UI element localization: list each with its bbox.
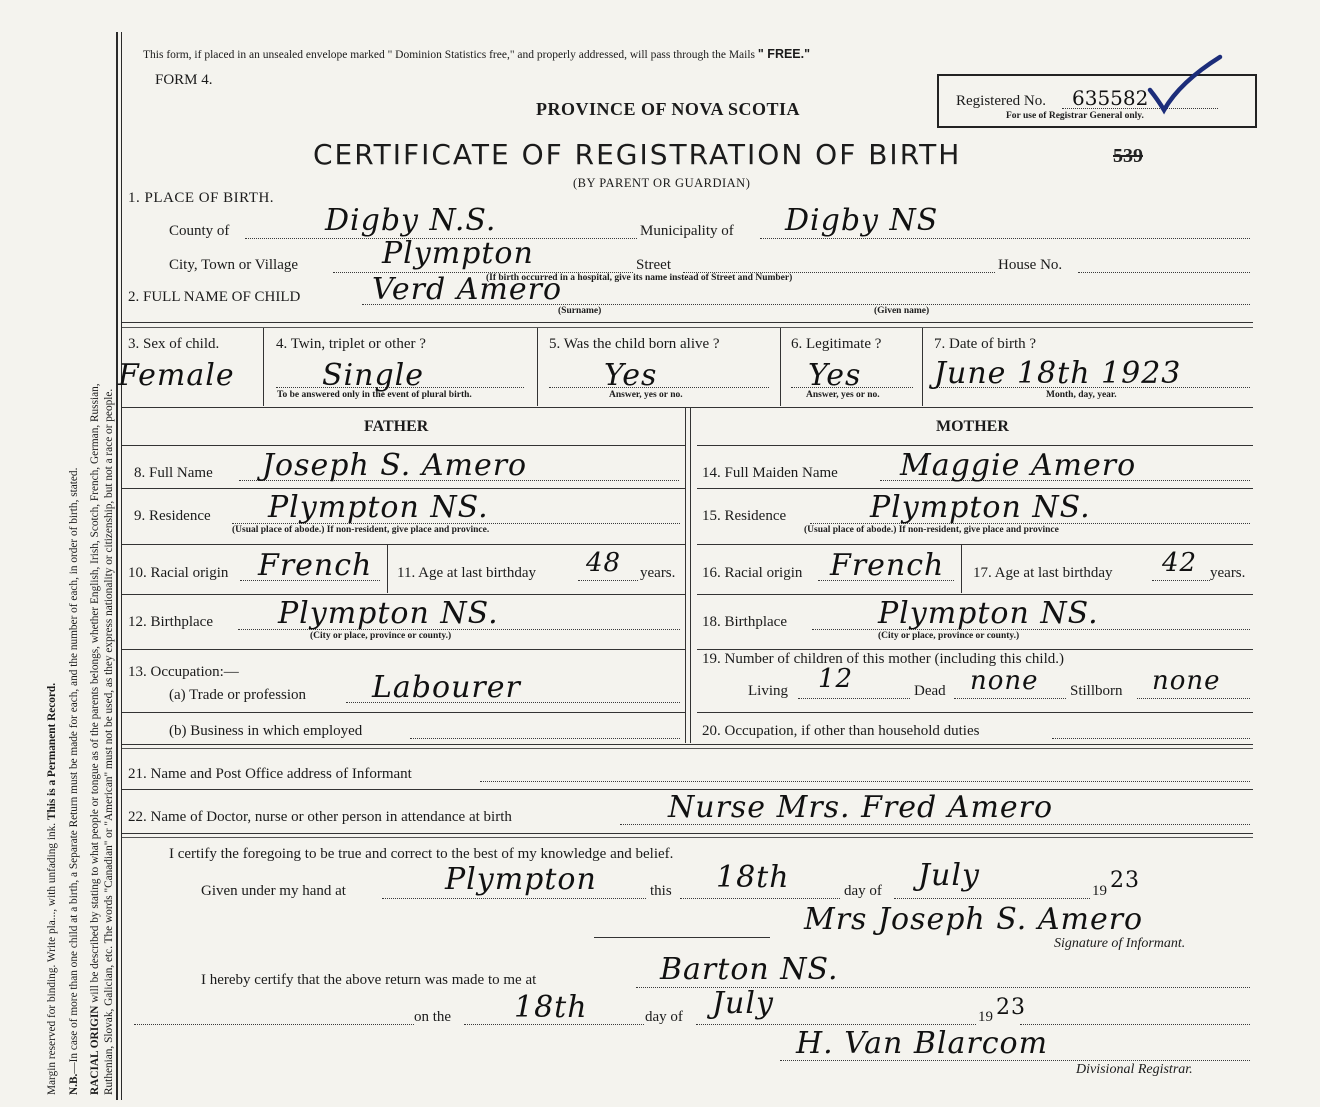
mother-residence-label: 15. Residence: [702, 508, 787, 524]
twin-note: To be answered only in the event of plural birth.: [277, 390, 472, 400]
on-the-label: on the: [414, 1009, 452, 1025]
born-alive-value: Yes: [604, 358, 658, 393]
legitimate-value: Yes: [808, 358, 862, 393]
given-month-value: July: [918, 858, 980, 893]
binding-rule: [116, 32, 118, 1100]
surname-note: (Surname): [558, 306, 602, 316]
born-alive-label: 5. Was the child born alive ?: [549, 336, 720, 352]
county-value: Digby N.S.: [325, 203, 497, 238]
mail-notice: This form, if placed in an unsealed envelope marked " Dominion Statistics free," and properly addressed, will pass through the Mails " FREE.": [143, 47, 811, 61]
informant-signature-label: Signature of Informant.: [1054, 936, 1186, 951]
attendant-label: 22. Name of Doctor, nurse or other person in attendance at birth: [128, 809, 512, 825]
stillborn-value: none: [1152, 666, 1221, 696]
registered-label: Registered No.: [956, 93, 1046, 109]
city-value: Plympton: [382, 236, 534, 271]
place-of-birth-heading: 1. PLACE OF BIRTH.: [128, 190, 275, 206]
informant-label: 21. Name and Post Office address of Informant: [128, 766, 412, 782]
municipality-value: Digby NS: [785, 203, 939, 238]
mother-years-label: years.: [1210, 565, 1246, 581]
given-day-label: day of: [844, 883, 882, 899]
dead-value: none: [970, 666, 1039, 696]
mother-race-label: 16. Racial origin: [702, 565, 803, 581]
house-number-label: House No.: [998, 257, 1063, 273]
stillborn-label: Stillborn: [1070, 683, 1123, 699]
child-name-value: Verd Amero: [372, 272, 563, 307]
born-alive-note: Answer, yes or no.: [609, 390, 683, 400]
registrar-signature: H. Van Blarcom: [796, 1026, 1049, 1061]
racial-origin-note: will be described by stating to what people or tongue as of the parents belongs, whether English, Irish, Scotch, French, German, Russian,: [89, 383, 102, 1006]
given-day-value: 18th: [716, 860, 790, 895]
father-birthplace-label: 12. Birthplace: [128, 614, 213, 630]
twin-label: 4. Twin, triplet or other ?: [276, 336, 426, 352]
mother-name-value: Maggie Amero: [900, 448, 1137, 483]
mother-birthplace-value: Plympton NS.: [878, 596, 1099, 631]
informant-signature: Mrs Joseph S. Amero: [804, 902, 1144, 937]
permanent-record-note: This is a Permanent Record.: [46, 682, 58, 821]
registrar-day-label: day of: [645, 1009, 683, 1025]
margin-binding-note: Margin reserved for binding. Write pla: [46, 920, 58, 1095]
this-label: this: [650, 883, 672, 899]
registrar-year-prefix: 19: [978, 1009, 993, 1025]
sex-label: 3. Sex of child.: [128, 336, 220, 352]
mother-birthplace-note: (City or place, province or county.): [878, 631, 1020, 641]
mother-residence-note: (Usual place of abode.) If non-resident, give place and province: [804, 525, 1059, 535]
city-label: City, Town or Village: [169, 257, 299, 273]
father-age-value: 48: [586, 548, 622, 578]
checkmark-icon: [1140, 52, 1230, 122]
given-year-value: 23: [1110, 868, 1140, 893]
father-residence-value: Plympton NS.: [268, 490, 489, 525]
dead-label: Dead: [914, 683, 946, 699]
registrar-place-value: Barton NS.: [660, 952, 839, 987]
twin-value: Single: [322, 358, 425, 393]
dob-label: 7. Date of birth ?: [934, 336, 1037, 352]
father-race-label: 10. Racial origin: [128, 565, 229, 581]
father-heading: FATHER: [364, 418, 429, 435]
given-label: Given under my hand at: [201, 883, 346, 899]
mother-birthplace-label: 18. Birthplace: [702, 614, 787, 630]
mother-race-value: French: [830, 548, 945, 583]
form-number: FORM 4.: [155, 72, 213, 88]
binding-rule-inner: [121, 32, 122, 1100]
mother-residence-value: Plympton NS.: [870, 490, 1091, 525]
dob-note: Month, day, year.: [1046, 390, 1117, 400]
registrar-year-value: 23: [996, 995, 1026, 1020]
child-name-label: 2. FULL NAME OF CHILD: [128, 289, 301, 305]
registrar-month-value: July: [712, 986, 774, 1021]
mother-occupation-label: 20. Occupation, if other than household duties: [702, 723, 980, 739]
county-label: County of: [169, 223, 230, 239]
attendant-value: Nurse Mrs. Fred Amero: [668, 790, 1054, 825]
father-age-label: 11. Age at last birthday: [397, 565, 536, 581]
registrar-signature-label: Divisional Registrar.: [1076, 1062, 1193, 1077]
given-place-value: Plympton: [445, 862, 597, 897]
registered-number: 635582: [1072, 86, 1149, 110]
dob-value: June 18th 1923: [934, 356, 1182, 391]
father-race-value: French: [258, 548, 373, 583]
street-label: Street: [636, 257, 671, 273]
municipality-label: Municipality of: [640, 223, 734, 239]
trade-label: (a) Trade or profession: [169, 687, 307, 703]
business-label: (b) Business in which employed: [169, 723, 363, 739]
registrar-day-value: 18th: [514, 990, 588, 1025]
certificate-subtitle: (BY PARENT OR GUARDIAN): [573, 176, 751, 190]
mother-name-label: 14. Full Maiden Name: [702, 465, 838, 481]
mother-children-label: 19. Number of children of this mother (including this child.): [702, 651, 1065, 667]
margin-instructions: Margin reserved for binding. Write pla..., with unfading ink. This is a Permanent Record. N.B.—In case of more than one child at a birth, a Separate Return must be made for each, and the number of each, in order of birth, stated. RACIAL ORIGIN will be described by stating to what people or tongue as of the parents belongs, whether English, Irish, Scotch, French, German, Russian, Ruthenian, Slovak, Galician, etc. The words "Canadian" or "American" must not be used, as they express nationality or citizenship, but not a race or people.: [46, 383, 115, 1095]
father-birthplace-note: (City or place, province or county.): [310, 631, 452, 641]
certify-statement: I certify the foregoing to be true and correct to the best of my knowledge and belief.: [169, 846, 674, 862]
registrar-statement: I hereby certify that the above return was made to me at: [201, 972, 537, 988]
legitimate-note: Answer, yes or no.: [806, 390, 880, 400]
province-heading: PROVINCE OF NOVA SCOTIA: [536, 99, 801, 119]
father-occupation-label: 13. Occupation:—: [128, 664, 239, 680]
hospital-note: (If birth occurred in a hospital, give its name instead of Street and Number): [486, 273, 793, 283]
father-name-label: 8. Full Name: [134, 465, 213, 481]
registrar-general-note: For use of Registrar General only.: [1006, 111, 1144, 121]
living-value: 12: [818, 664, 854, 694]
mother-age-label: 17. Age at last birthday: [973, 565, 1113, 581]
mother-heading: MOTHER: [936, 418, 1009, 435]
stamp-number: 539: [1113, 145, 1143, 167]
trade-value: Labourer: [372, 670, 521, 705]
living-label: Living: [748, 683, 788, 699]
given-year-prefix: 19: [1092, 883, 1107, 899]
given-name-note: (Given name): [874, 306, 930, 316]
father-years-label: years.: [640, 565, 676, 581]
father-residence-label: 9. Residence: [134, 508, 211, 524]
father-birthplace-value: Plympton NS.: [278, 596, 499, 631]
legitimate-label: 6. Legitimate ?: [791, 336, 882, 352]
father-residence-note: (Usual place of abode.) If non-resident, give place and province.: [232, 525, 490, 535]
certificate-title: CERTIFICATE OF REGISTRATION OF BIRTH: [313, 138, 962, 171]
racial-origin-note-2: Ruthenian, Slovak, Galician, etc. The words "Canadian" or "American" must not be used, as they express nationality or citizenship, but not a race or people.: [102, 388, 115, 1095]
mother-age-value: 42: [1162, 548, 1198, 578]
sex-value: Female: [118, 358, 235, 393]
multiple-birth-note: —In case of more than one child at a birth, a Separate Return must be made for each, and the number of each, in order of birth, stated.: [67, 467, 80, 1074]
father-name-value: Joseph S. Amero: [262, 448, 528, 483]
